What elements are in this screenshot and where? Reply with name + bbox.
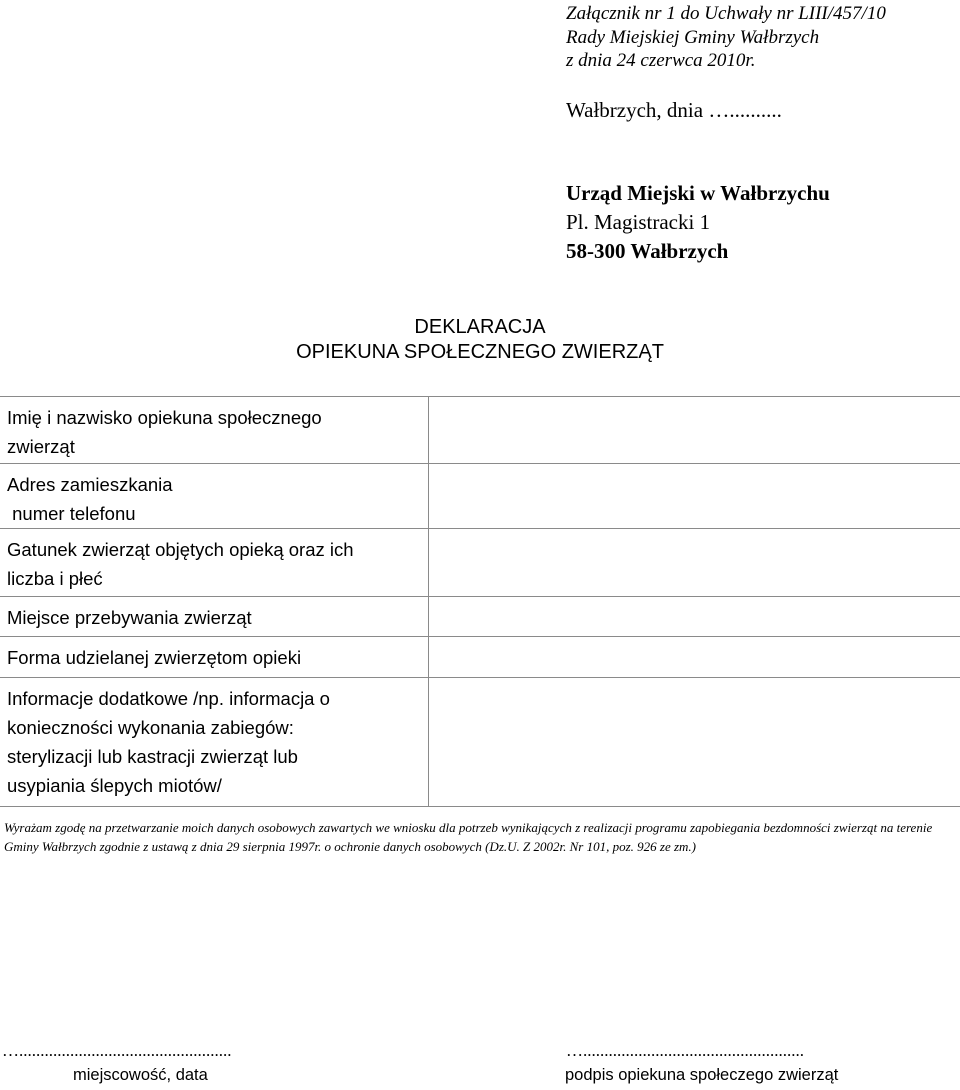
form-label-line: numer telefonu	[7, 503, 136, 524]
form-label-location	[0, 597, 429, 637]
form-label-line: Miejsce przebywania zwierząt	[7, 607, 252, 628]
form-field-name[interactable]	[429, 397, 960, 464]
form-row-location	[0, 597, 960, 637]
form-label-address	[0, 464, 429, 529]
form-label-line: Imię i nazwisko opiekuna społecznego	[7, 407, 322, 428]
form-row-care-type	[0, 637, 960, 678]
form-label-line: Forma udzielanej zwierzętom opieki	[7, 647, 302, 668]
place-date-signature-line: …..................................................	[2, 1041, 232, 1060]
form-row-additional-info	[0, 678, 960, 807]
caretaker-signature-label: podpis opiekuna społeczego zwierząt	[565, 1066, 839, 1084]
attachment-line-2: Rady Miejskiej Gminy Wałbrzych	[566, 26, 820, 48]
form-label-line: Gatunek zwierząt objętych opieką oraz ich	[7, 539, 354, 560]
form-field-species[interactable]	[429, 529, 960, 597]
form-label-line: zwierząt	[7, 436, 75, 457]
consent-statement: Wyrażam zgodę na przetwarzanie moich danych osobowych zawartych we wniosku dla potrzeb wynikających z realizacji programu zapobiegania bezdomności zwierząt na terenie Gminy Wałbrzych zgodnie z ustawą z dnia 29 sierpnia 1997r. o ochronie danych osobowych (Dz.U. Z 2002r. Nr 101, poz. 926 ze zm.)	[4, 820, 933, 854]
office-street: Pl. Magistracki 1	[566, 210, 711, 234]
form-label-line: usypiania ślepych miotów/	[7, 775, 222, 796]
title-line-1: DEKLARACJA	[414, 316, 546, 338]
declaration-form-table	[0, 396, 960, 807]
form-label-name	[0, 397, 429, 464]
title-line-2: OPIEKUNA SPOŁECZNEGO ZWIERZĄT	[296, 341, 664, 363]
caretaker-signature-line: …....................................................	[566, 1041, 804, 1060]
form-label-line: konieczności wykonania zabiegów:	[7, 717, 294, 738]
form-field-additional-info[interactable]	[429, 678, 960, 807]
attachment-note	[566, 2, 886, 73]
form-field-address[interactable]	[429, 464, 960, 529]
attachment-line-1: Załącznik nr 1 do Uchwały nr LIII/457/10	[566, 3, 886, 24]
place-date: Wałbrzych, dnia …..........	[566, 98, 782, 122]
form-row-address	[0, 464, 960, 529]
form-label-line: Informacje dodatkowe /np. informacja o	[7, 688, 330, 709]
form-label-species	[0, 529, 429, 597]
form-label-line: sterylizacji lub kastracji zwierząt lub	[7, 746, 298, 767]
form-label-line: liczba i płeć	[7, 568, 103, 589]
office-city: 58-300 Wałbrzych	[566, 239, 729, 263]
form-label-additional-info	[0, 678, 429, 807]
attachment-line-3: z dnia 24 czerwca 2010r.	[566, 50, 756, 71]
form-field-care-type[interactable]	[429, 637, 960, 678]
form-field-location[interactable]	[429, 597, 960, 637]
office-address	[566, 179, 830, 266]
form-row-name	[0, 397, 960, 464]
place-date-label: miejscowość, data	[73, 1066, 208, 1084]
office-name: Urząd Miejski w Wałbrzychu	[566, 181, 830, 205]
form-row-species	[0, 529, 960, 597]
form-label-line: Adres zamieszkania	[7, 474, 173, 495]
document-title	[0, 315, 960, 365]
form-label-care-type	[0, 637, 429, 678]
